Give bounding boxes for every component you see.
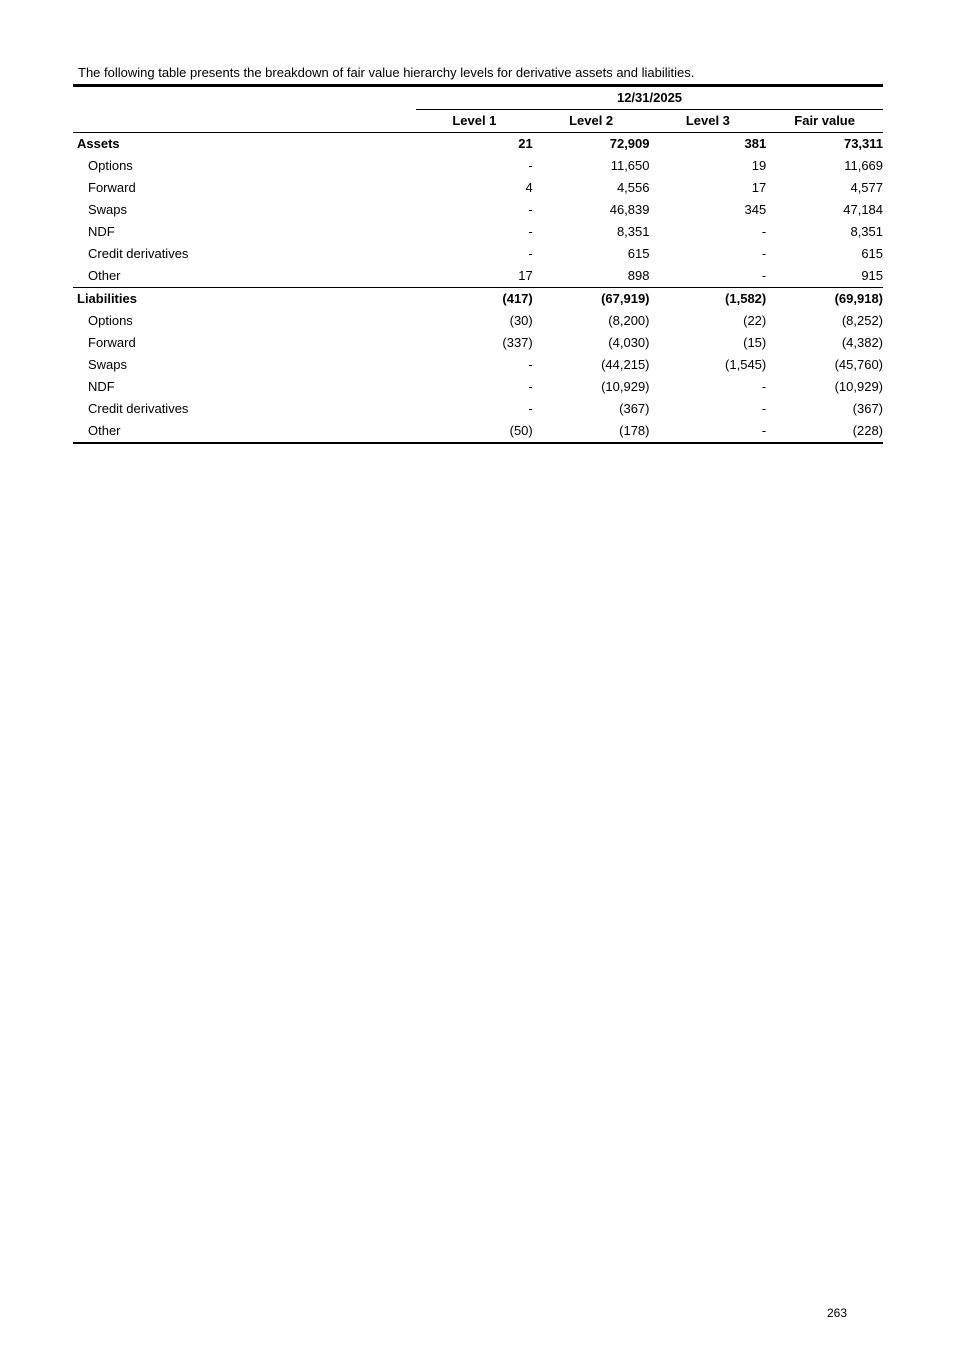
cell-level-1: - xyxy=(528,224,533,239)
cell-level-2: 46,839 xyxy=(609,202,650,217)
fair-value-hierarchy-table xyxy=(73,84,883,444)
table-row xyxy=(73,155,883,177)
cell-level-2: 11,650 xyxy=(610,158,650,173)
cell-level-1: 17 xyxy=(518,268,533,283)
table-row xyxy=(73,199,883,221)
table-header-columns-row xyxy=(73,110,883,133)
table-row xyxy=(73,243,883,265)
table-header-period-row xyxy=(73,86,883,110)
cell-level-3: (22) xyxy=(743,313,767,328)
cell-level-3: 381 xyxy=(744,136,767,151)
row-label: NDF xyxy=(88,379,115,394)
cell-level-2: (44,215) xyxy=(601,357,650,372)
cell-level-3: - xyxy=(761,268,767,283)
cell-fair-value: (367) xyxy=(852,401,884,416)
cell-level-1: - xyxy=(528,202,533,217)
cell-level-2: 4,556 xyxy=(616,180,650,195)
cell-level-2: 8,351 xyxy=(616,224,650,239)
table-row xyxy=(73,177,883,199)
row-label: Options xyxy=(88,158,133,173)
cell-level-2: 615 xyxy=(627,246,650,261)
table-row xyxy=(73,354,883,376)
cell-fair-value: 915 xyxy=(861,268,884,283)
cell-level-2: 898 xyxy=(627,268,650,283)
cell-fair-value: (8,252) xyxy=(841,313,884,328)
table-row xyxy=(73,398,883,420)
cell-level-3: - xyxy=(761,379,767,394)
column-header-level-1: Level 1 xyxy=(416,110,533,133)
cell-fair-value: (228) xyxy=(766,420,883,443)
cell-level-3: - xyxy=(761,246,767,261)
table-row-liabilities-total xyxy=(73,288,883,311)
column-header-fair-value: Fair value xyxy=(766,110,883,133)
cell-fair-value: 615 xyxy=(861,246,884,261)
cell-fair-value: 47,184 xyxy=(843,202,884,217)
cell-level-2: (10,929) xyxy=(601,379,650,394)
table-row xyxy=(73,310,883,332)
row-label: Forward xyxy=(88,180,136,195)
row-label: Options xyxy=(88,313,133,328)
row-label: Assets xyxy=(77,136,120,151)
cell-level-1: - xyxy=(528,158,533,173)
cell-level-1: (337) xyxy=(502,335,533,350)
table-row xyxy=(73,420,883,443)
cell-level-1: - xyxy=(528,401,533,416)
cell-level-1: (50) xyxy=(416,420,533,443)
cell-level-1: 4 xyxy=(525,180,533,195)
cell-level-2: 72,909 xyxy=(609,136,650,151)
cell-fair-value: (10,929) xyxy=(834,379,884,394)
row-label: Other xyxy=(88,268,121,283)
cell-level-2: (4,030) xyxy=(608,335,650,350)
cell-level-1: - xyxy=(528,379,533,394)
table-row xyxy=(73,332,883,354)
cell-level-3: 17 xyxy=(751,180,767,195)
table-row xyxy=(73,376,883,398)
cell-fair-value: (45,760) xyxy=(834,357,884,372)
period-header: 12/31/2025 xyxy=(416,86,883,110)
cell-level-1: - xyxy=(528,357,533,372)
cell-level-3: - xyxy=(650,420,767,443)
cell-level-1: - xyxy=(528,246,533,261)
column-header-level-3: Level 3 xyxy=(650,110,767,133)
cell-fair-value: 4,577 xyxy=(850,180,884,195)
row-label: Credit derivatives xyxy=(88,246,189,261)
table-row-assets-total xyxy=(73,133,883,156)
cell-fair-value: 8,351 xyxy=(850,224,884,239)
cell-level-3: - xyxy=(761,401,767,416)
column-header-level-2: Level 2 xyxy=(533,110,650,133)
row-label: Liabilities xyxy=(73,288,416,311)
cell-fair-value: 11,669 xyxy=(844,158,884,173)
row-label: Swaps xyxy=(88,357,128,372)
cell-level-3: (1,545) xyxy=(725,357,767,372)
cell-level-2: (67,919) xyxy=(533,288,650,311)
table-row xyxy=(73,265,883,288)
cell-level-3: 19 xyxy=(751,158,767,173)
cell-level-3: 345 xyxy=(744,202,767,217)
cell-level-3: (15) xyxy=(743,335,767,350)
cell-level-2: (178) xyxy=(533,420,650,443)
cell-level-1: (30) xyxy=(509,313,533,328)
cell-level-3: - xyxy=(761,224,767,239)
row-label: Forward xyxy=(88,335,136,350)
intro-text: The following table presents the breakdown of fair value hierarchy levels for derivative assets and liabilities. xyxy=(78,65,695,80)
cell-level-2: (367) xyxy=(619,401,650,416)
cell-level-1: 21 xyxy=(518,136,533,151)
row-label: Credit derivatives xyxy=(88,401,189,416)
cell-fair-value: (69,918) xyxy=(766,288,883,311)
cell-fair-value: 73,311 xyxy=(843,136,884,151)
page-number: 263 xyxy=(827,1306,848,1320)
table-row xyxy=(73,221,883,243)
cell-fair-value: (4,382) xyxy=(841,335,884,350)
row-label: Other xyxy=(73,420,416,443)
cell-level-1: (417) xyxy=(416,288,533,311)
row-label: NDF xyxy=(88,224,115,239)
row-label: Swaps xyxy=(88,202,128,217)
cell-level-2: (8,200) xyxy=(608,313,650,328)
cell-level-3: (1,582) xyxy=(650,288,767,311)
